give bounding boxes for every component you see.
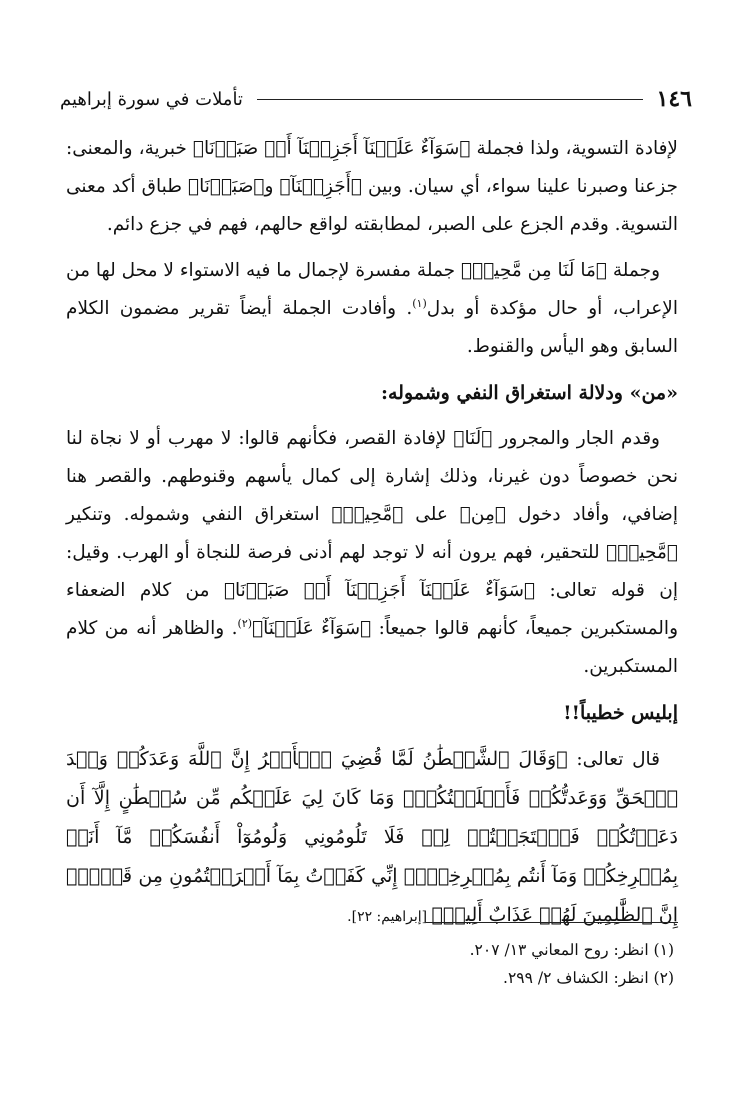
paragraph-text: لإفادة التسوية، ولذا فجملة ﴿سَوَآءٌ عَلَيۡنَآ أَجَزِعۡنَآ أَمۡ صَبَرۡنَا﴾ خبرية، والمعنى: جزعنا وصبرنا علينا سواء، أي سيان. وبين ﴿أَجَزِعۡنَآ﴾ و﴿صَبَرۡنَا﴾ طباق أكد معنى التسوية. وقدم الجزع على الصبر، لمطابقته لواقع حالهم، فهم في جزع دائم. (66, 138, 678, 235)
page-body (66, 130, 678, 936)
section-heading-min: «من» ودلالة استغراق النفي وشموله: (380, 382, 678, 404)
footnote-2: (٢) انظر: الكشاف ٢/ ٢٩٩. (503, 969, 674, 987)
paragraph-tasawiya (66, 130, 678, 244)
footnote-divider (426, 922, 678, 923)
quran-quote-block (66, 740, 678, 936)
footnotes (74, 936, 674, 992)
paragraph-text: وقدم الجار والمجرور ﴿لَنَا﴾ لإفادة القصر، فكأنهم قالوا: لا مهرب أو لا نجاة لنا نحن خصوصاً دون غيرنا، وذلك إشارة إلى كمال يأسهم وقنوطهم. والقصر هنا إضافي، وأفاد دخول ﴿مِن﴾ على ﴿مَّحِيصٖ﴾ استغراق النفي وشموله. وتنكير ﴿مَّحِيصٖ﴾ للتحقير، فهم يرون أنه لا توجد لهم أدنى فرصة للنجاة أو الهرب. وقيل: إن قوله تعالى: ﴿سَوَآءٌ عَلَيۡنَآ أَجَزِعۡنَآ أَمۡ صَبَرۡنَا﴾ من كلام الضعفاء والمستكبرين جميعاً، كأنهم قالوا جميعاً: ﴿سَوَآءٌ عَلَيۡنَآ﴾ (66, 428, 678, 639)
paragraph-qasr (66, 420, 678, 686)
paragraph-jumla-mufassira (66, 252, 678, 366)
page-header (60, 84, 692, 114)
running-title: تأملات في سورة إبراهيم (60, 88, 243, 110)
quran-verse: ﴿وَقَالَ ٱلشَّيۡطَٰنُ لَمَّا قُضِيَ ٱلۡأَمۡرُ إِنَّ ٱللَّهَ وَعَدَكُمۡ وَعۡدَ ٱلۡحَقِّ وَوَعَدتُّكُمۡ فَأَخۡلَفۡتُكُمۡۖ وَمَا كَانَ لِيَ عَلَيۡكُم مِّن سُلۡطَٰنٍ إِلَّآ أَن دَعَوۡتُكُمۡ فَٱسۡتَجَبۡتُمۡ لِيۖ فَلَا تَلُومُونِي وَلُومُوٓاْ أَنفُسَكُمۖ مَّآ أَنَا۠ بِمُصۡرِخِكُمۡ وَمَآ أَنتُم بِمُصۡرِخِيَّۖ إِنِّي كَفَرۡتُ بِمَآ أَشۡرَكۡتُمُونِ مِن قَبۡلُۗ إِنَّ ٱلظَّٰلِمِينَ لَهُمۡ عَذَابٌ أَلِيمٞ﴾ (66, 748, 678, 926)
paragraph-text: . والظاهر أنه من كلام المستكبرين. (66, 618, 678, 677)
section-heading-iblis: إبليس خطيباً!! (563, 702, 678, 724)
quote-intro: قال تعالى: (567, 749, 660, 770)
footnote-mark-2[interactable]: (٢) (237, 616, 253, 630)
paragraph-text: وجملة ﴿مَا لَنَا مِن مَّحِيصٖ﴾ جملة مفسرة لإجمال ما فيه الاستواء لا محل لها من الإعراب، أو حال مؤكدة أو بدل (66, 260, 678, 319)
verse-reference: [إبراهيم: ٢٢]. (347, 909, 432, 925)
footnote-mark-1[interactable]: (١) (412, 296, 427, 310)
paragraph-text: . وأفادت الجملة أيضاً تقرير مضمون الكلام السابق وهو اليأس والقنوط. (66, 298, 678, 357)
page-number: ١٤٦ (656, 86, 692, 112)
footnote-1: (١) انظر: روح المعاني ١٣/ ٢٠٧. (469, 941, 674, 959)
header-rule (257, 99, 643, 100)
